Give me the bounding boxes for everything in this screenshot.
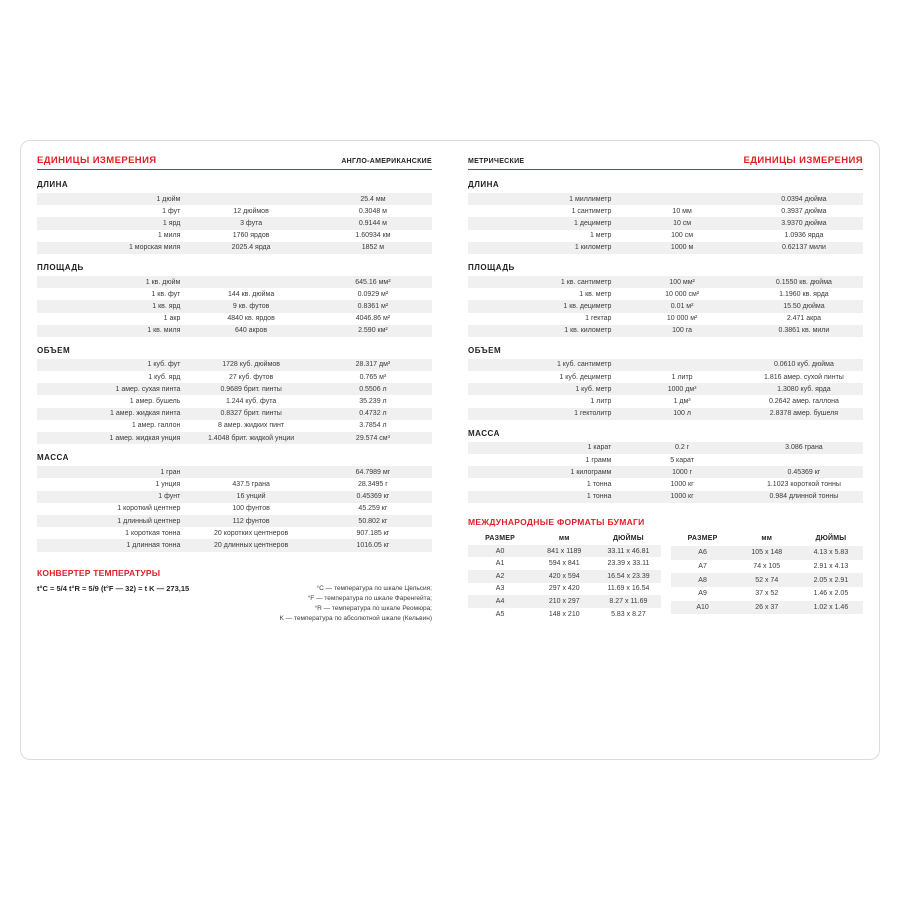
section-title: ПЛОЩАДЬ <box>37 262 84 272</box>
table-cell: 1000 м <box>619 242 744 254</box>
conversion-table <box>37 466 432 551</box>
table-row <box>37 432 432 444</box>
table-cell: 20 коротких центнеров <box>214 529 289 537</box>
table-row <box>468 478 863 490</box>
table-cell: 2.590 км² <box>314 325 432 337</box>
table-cell <box>188 193 313 205</box>
table-cell: 3.7854 л <box>359 422 387 430</box>
paper-cell: 4.13 x 5.83 <box>799 546 863 560</box>
table-cell: 9 кв. футов <box>188 300 313 312</box>
paper-cell: 8.27 x 11.69 <box>596 595 660 608</box>
paper-column-header: мм <box>558 534 570 542</box>
paper-cell: 420 x 594 <box>532 570 596 583</box>
paper-cell: A0 <box>468 545 532 558</box>
table-cell: 0.0929 м² <box>357 290 389 298</box>
table-cell: 100 мм² <box>619 276 744 288</box>
paper-cell: A7 <box>698 562 707 570</box>
paper-cell: A9 <box>698 590 707 598</box>
table-cell: 4046.86 м² <box>355 315 391 323</box>
paper-cell <box>735 614 799 620</box>
table-cell: 1 кв. дециметр <box>468 300 619 312</box>
right-header-title: ЕДИНИЦЫ ИЗМЕРЕНИЯ <box>743 155 863 166</box>
paper-column-header: ДЮЙМЫ <box>612 534 644 542</box>
paper-column-header: РАЗМЕР <box>687 535 718 543</box>
table-row <box>37 300 432 312</box>
paper-header-row <box>468 532 661 545</box>
table-cell: 64.7989 мг <box>314 466 432 478</box>
table-cell: 437.5 грана <box>232 480 270 488</box>
table-cell: 1 ярд <box>37 217 188 229</box>
paper-column-header: ДЮЙМЫ <box>815 535 847 543</box>
table-cell: 3.086 грана <box>745 442 863 454</box>
table-cell: 1.244 куб. фута <box>225 398 277 406</box>
table-cell: 1 амер. жидкая унция <box>37 432 188 444</box>
section-title: ДЛИНА <box>468 180 500 189</box>
table-cell <box>745 454 863 466</box>
table-cell: 1 гектолитр <box>468 408 619 420</box>
table-cell <box>619 359 744 371</box>
table-cell: 0.8327 брит. пинты <box>188 408 313 420</box>
paper-cell: 5.83 x 8.27 <box>611 610 646 618</box>
table-cell: 28.3495 г <box>358 480 388 488</box>
paper-cell: 33.11 x 46.81 <box>596 545 660 558</box>
table-cell: 907.185 кг <box>356 529 390 537</box>
table-cell: 1.4048 брит. жидкой унции <box>188 432 313 444</box>
paper-cell: 594 x 841 <box>548 560 580 568</box>
temperature-formula: t°C = 5/4 t°R = 5/9 (t°F — 32) = t K — 273,15 <box>37 583 190 593</box>
table-cell: 10 мм <box>672 207 692 215</box>
paper-cell: 16.54 x 23.39 <box>596 570 660 583</box>
table-cell: 1.1023 короткой тонны <box>766 480 841 488</box>
table-cell: 1.0936 ярда <box>784 232 824 240</box>
table-cell: 1 дециметр <box>468 217 619 229</box>
left-sections <box>37 180 432 552</box>
paper-cell: 841 x 1189 <box>532 545 596 558</box>
table-cell: 1 кв. миля <box>37 325 188 337</box>
table-cell: 1 фунт <box>37 491 188 503</box>
table-cell: 1 амер. жидкая пинта <box>37 408 188 420</box>
paper-formats-title: МЕЖДУНАРОДНЫЕ ФОРМАТЫ БУМАГИ <box>468 516 645 527</box>
table-cell: 15.50 дюйма <box>745 300 863 312</box>
table-cell: 0.3048 м <box>358 207 387 215</box>
table-cell: 1728 куб. дюймов <box>188 359 313 371</box>
paper-table-left <box>468 532 661 621</box>
table-cell: 1 сантиметр <box>571 207 612 215</box>
table-cell: 1 литр <box>590 398 612 406</box>
paper-table-right <box>671 532 864 621</box>
table-cell: 144 кв. дюйма <box>227 290 275 298</box>
table-cell: 1 метр <box>589 232 612 240</box>
table-cell: 0.3861 кв. мили <box>745 325 863 337</box>
table-row <box>37 478 432 490</box>
left-column-header <box>37 155 432 170</box>
table-row <box>468 276 863 288</box>
right-column <box>450 155 863 745</box>
table-cell: 1000 кг <box>670 480 694 488</box>
paper-row <box>671 587 864 601</box>
left-header-subtitle: АНГЛО-АМЕРИКАНСКИЕ <box>341 158 432 165</box>
table-cell: 1 амер. бушель <box>129 398 181 406</box>
table-row <box>37 205 432 217</box>
table-cell: 1 унция <box>155 480 181 488</box>
paper-formats-tables <box>468 532 863 621</box>
paper-cell: 37 x 52 <box>755 590 779 598</box>
table-cell: 0.9144 м <box>314 217 432 229</box>
table-cell: 1 миля <box>157 232 181 240</box>
table-row <box>37 491 432 503</box>
paper-cell: 105 x 148 <box>735 546 799 560</box>
left-column <box>37 155 450 745</box>
table-row <box>37 515 432 527</box>
table-cell: 28.317 дм³ <box>314 359 432 371</box>
table-cell: 1.1960 кв. ярда <box>779 290 829 298</box>
table-row <box>468 217 863 229</box>
section-title: МАССА <box>37 453 69 463</box>
table-cell: 1 кв. километр <box>468 325 619 337</box>
table-cell: 1 куб. ярд <box>148 373 181 381</box>
paper-cell: 210 x 297 <box>532 595 596 608</box>
paper-cell: 2.91 x 4.13 <box>813 562 849 570</box>
reference-sheet <box>20 140 880 760</box>
table-cell: 0.01 м² <box>619 300 744 312</box>
table-cell <box>188 276 313 288</box>
table-row <box>37 395 432 407</box>
paper-cell: 1.46 x 2.05 <box>813 590 849 598</box>
table-cell <box>619 193 744 205</box>
table-cell: 1 длинный центнер <box>37 515 188 527</box>
table-cell: 1000 г <box>619 466 744 478</box>
table-cell: 100 л <box>619 408 744 420</box>
table-row <box>37 503 432 515</box>
conversion-table <box>37 193 432 254</box>
table-cell: 1 амер. сухая пинта <box>37 383 188 395</box>
paper-cell: A6 <box>671 546 735 560</box>
table-cell: 16 унций <box>188 491 313 503</box>
table-cell: 1852 м <box>314 242 432 254</box>
table-cell: 0.5506 л <box>314 383 432 395</box>
table-cell: 1016.05 кг <box>314 539 432 551</box>
table-row <box>468 193 863 205</box>
paper-cell: 26 x 37 <box>735 601 799 615</box>
temperature-legend-line: K — температура по абсолютной шкале (Кельвин) <box>279 614 432 622</box>
table-cell: 10 000 см² <box>665 290 700 298</box>
table-row <box>37 527 432 539</box>
table-cell: 8 амер. жидких пинт <box>218 422 285 430</box>
table-cell: 1 длинная тонна <box>37 539 188 551</box>
table-cell: 1 куб. метр <box>468 383 619 395</box>
table-row <box>468 288 863 300</box>
table-cell: 1 километр <box>468 242 619 254</box>
table-row <box>468 442 863 454</box>
paper-cell: 52 x 74 <box>735 573 799 587</box>
table-cell: 1 кв. сантиметр <box>468 276 619 288</box>
paper-row <box>468 608 661 621</box>
table-cell: 1 тонна <box>468 491 619 503</box>
table-cell: 2.8378 амер. бушеля <box>745 408 863 420</box>
table-cell: 1.60934 км <box>355 232 391 240</box>
conversion-table <box>468 359 863 420</box>
table-cell: 1 грамм <box>585 456 612 464</box>
table-cell <box>188 466 313 478</box>
table-row <box>468 242 863 254</box>
conversion-table <box>468 442 863 503</box>
table-row <box>468 359 863 371</box>
paper-cell <box>799 614 863 620</box>
table-cell: 50.802 кг <box>314 515 432 527</box>
left-header-title: ЕДИНИЦЫ ИЗМЕРЕНИЯ <box>37 155 157 166</box>
table-row <box>468 230 863 242</box>
table-cell: 0.45369 кг <box>745 466 863 478</box>
section-title: ОБЪЕМ <box>468 345 502 355</box>
table-cell: 2025.4 ярда <box>188 242 313 254</box>
conversion-table <box>468 193 863 254</box>
paper-row <box>671 546 864 560</box>
table-cell: 1 килограмм <box>468 466 619 478</box>
table-row <box>37 359 432 371</box>
table-cell: 1 кв. метр <box>579 290 612 298</box>
table-cell: 0.4732 л <box>314 408 432 420</box>
table-cell: 1.3080 куб. ярда <box>745 383 863 395</box>
paper-row <box>468 557 661 570</box>
paper-column-header: мм <box>761 535 773 543</box>
table-cell: 1 тонна <box>586 480 612 488</box>
table-row <box>37 371 432 383</box>
table-cell: 0.8361 м² <box>314 300 432 312</box>
table-cell: 1 кв. дюйм <box>37 276 188 288</box>
table-row <box>468 454 863 466</box>
paper-cell <box>671 614 735 620</box>
table-cell: 45.259 кг <box>358 505 388 513</box>
table-cell: 1 короткий центнер <box>117 505 181 513</box>
table-cell: 10 000 м² <box>666 315 698 323</box>
table-cell: 1 куб. фут <box>37 359 188 371</box>
table-cell: 0.1550 кв. дюйма <box>745 276 863 288</box>
table-cell: 10 см <box>619 217 744 229</box>
paper-cell: 297 x 420 <box>548 585 580 593</box>
table-row <box>37 217 432 229</box>
table-cell: 1 литр <box>671 373 693 381</box>
table-row <box>37 288 432 300</box>
table-cell: 0.9689 брит. пинты <box>188 383 313 395</box>
table-cell: 0.62137 мили <box>745 242 863 254</box>
temperature-legend-line: °F — температура по шкале Фаренгейта; <box>307 594 432 602</box>
table-cell: 1 миллиметр <box>468 193 619 205</box>
table-cell: 1 амер. галлон <box>131 422 181 430</box>
table-row <box>468 205 863 217</box>
paper-row <box>468 583 661 596</box>
table-cell: 2.471 акра <box>786 315 822 323</box>
paper-cell: A2 <box>468 570 532 583</box>
table-cell: 1 акр <box>163 315 181 323</box>
paper-row <box>671 560 864 574</box>
temperature-legend <box>280 584 432 624</box>
section-title: ПЛОЩАДЬ <box>468 262 515 272</box>
table-row <box>468 408 863 420</box>
paper-row <box>468 545 661 558</box>
section-title: МАССА <box>468 428 500 438</box>
table-row <box>468 466 863 478</box>
table-cell: 4840 кв. ярдов <box>227 315 275 323</box>
table-cell: 100 фунтов <box>232 505 270 513</box>
table-row <box>468 300 863 312</box>
table-cell: 1000 дм³ <box>619 383 744 395</box>
table-cell: 1 кв. фут <box>151 290 181 298</box>
conversion-table <box>37 276 432 337</box>
table-cell: 0.45369 кг <box>314 491 432 503</box>
table-cell: 1000 кг <box>619 491 744 503</box>
paper-cell: 74 x 105 <box>753 562 781 570</box>
table-cell: 1 гран <box>37 466 188 478</box>
table-cell: 1 дм³ <box>673 398 691 406</box>
paper-cell: A3 <box>495 585 505 593</box>
section-title: ОБЪЕМ <box>37 345 71 355</box>
paper-row <box>671 573 864 587</box>
table-cell: 100 га <box>619 325 744 337</box>
right-header-subtitle: МЕТРИЧЕСКИЕ <box>468 158 525 165</box>
table-cell: 640 акров <box>188 325 313 337</box>
table-cell: 0.2 г <box>619 442 744 454</box>
paper-cell: 1.02 x 1.46 <box>799 601 863 615</box>
table-row <box>37 276 432 288</box>
paper-cell: A10 <box>671 601 735 615</box>
table-cell: 1.816 амер. сухой пинты <box>764 373 844 381</box>
table-cell: 1 короткая тонна <box>125 529 181 537</box>
table-row <box>37 420 432 432</box>
table-row <box>37 466 432 478</box>
temperature-legend-line: °R — температура по шкале Реомюра; <box>314 604 432 612</box>
table-cell: 100 см <box>671 232 694 240</box>
table-cell: 1 фут <box>162 207 181 215</box>
table-cell: 3 фута <box>188 217 313 229</box>
table-cell: 35.239 л <box>359 398 387 406</box>
table-cell: 29.574 см³ <box>314 432 432 444</box>
table-cell: 1 морская миля <box>37 242 188 254</box>
paper-header-row <box>671 532 864 546</box>
table-cell: 1 кв. ярд <box>37 300 188 312</box>
table-row <box>468 325 863 337</box>
table-cell: 1 гектар <box>585 315 612 323</box>
table-cell: 645.16 мм² <box>314 276 432 288</box>
table-cell: 25.4 мм <box>314 193 432 205</box>
right-sections <box>468 180 863 503</box>
table-cell: 1 карат <box>468 442 619 454</box>
table-row <box>37 539 432 551</box>
table-row <box>468 313 863 325</box>
section-title: ДЛИНА <box>37 180 69 189</box>
temperature-legend-line: °С — температура по шкале Цельсия; <box>316 584 432 592</box>
table-row <box>37 408 432 420</box>
paper-row <box>671 614 864 620</box>
table-cell: 20 длинных центнеров <box>188 539 313 551</box>
table-row <box>37 230 432 242</box>
paper-cell: 11.69 x 16.54 <box>607 585 650 593</box>
paper-cell: 148 x 210 <box>548 610 580 618</box>
table-row <box>468 383 863 395</box>
table-row <box>468 371 863 383</box>
table-row <box>37 313 432 325</box>
table-cell: 112 фунтов <box>188 515 313 527</box>
table-row <box>37 193 432 205</box>
paper-row <box>468 595 661 608</box>
table-cell: 5 карат <box>670 456 694 464</box>
table-cell: 27 куб. футов <box>228 373 274 381</box>
table-row <box>468 395 863 407</box>
conversion-table <box>37 359 432 444</box>
paper-column-header: РАЗМЕР <box>485 534 516 542</box>
table-row <box>37 383 432 395</box>
table-cell: 0.3937 дюйма <box>781 207 827 215</box>
table-cell: 0.2642 амер. галлона <box>768 398 839 406</box>
table-row <box>37 242 432 254</box>
paper-cell: A4 <box>468 595 532 608</box>
table-cell: 1760 ярдов <box>232 232 270 240</box>
table-cell: 0.0394 дюйма <box>745 193 863 205</box>
right-column-header <box>468 155 863 170</box>
table-row <box>37 325 432 337</box>
table-cell: 1 куб. дециметр <box>559 373 612 381</box>
table-cell: 0.984 длинной тонны <box>745 491 863 503</box>
table-cell: 0.0610 куб. дюйма <box>745 359 863 371</box>
paper-cell: 2.05 x 2.91 <box>799 573 863 587</box>
paper-cell: 23.39 x 33.11 <box>607 560 650 568</box>
conversion-table <box>468 276 863 337</box>
table-cell: 1 дюйм <box>37 193 188 205</box>
paper-cell: A1 <box>495 560 505 568</box>
paper-row <box>468 570 661 583</box>
table-cell: 0.765 м³ <box>359 373 387 381</box>
table-cell: 12 дюймов <box>233 207 269 215</box>
table-cell: 3.9370 дюйма <box>745 217 863 229</box>
paper-row <box>671 601 864 615</box>
paper-cell: A5 <box>495 610 505 618</box>
table-row <box>468 491 863 503</box>
temperature-converter-title: КОНВЕРТЕР ТЕМПЕРАТУРЫ <box>37 567 161 578</box>
table-cell: 1 куб. сантиметр <box>468 359 619 371</box>
paper-cell: A8 <box>671 573 735 587</box>
